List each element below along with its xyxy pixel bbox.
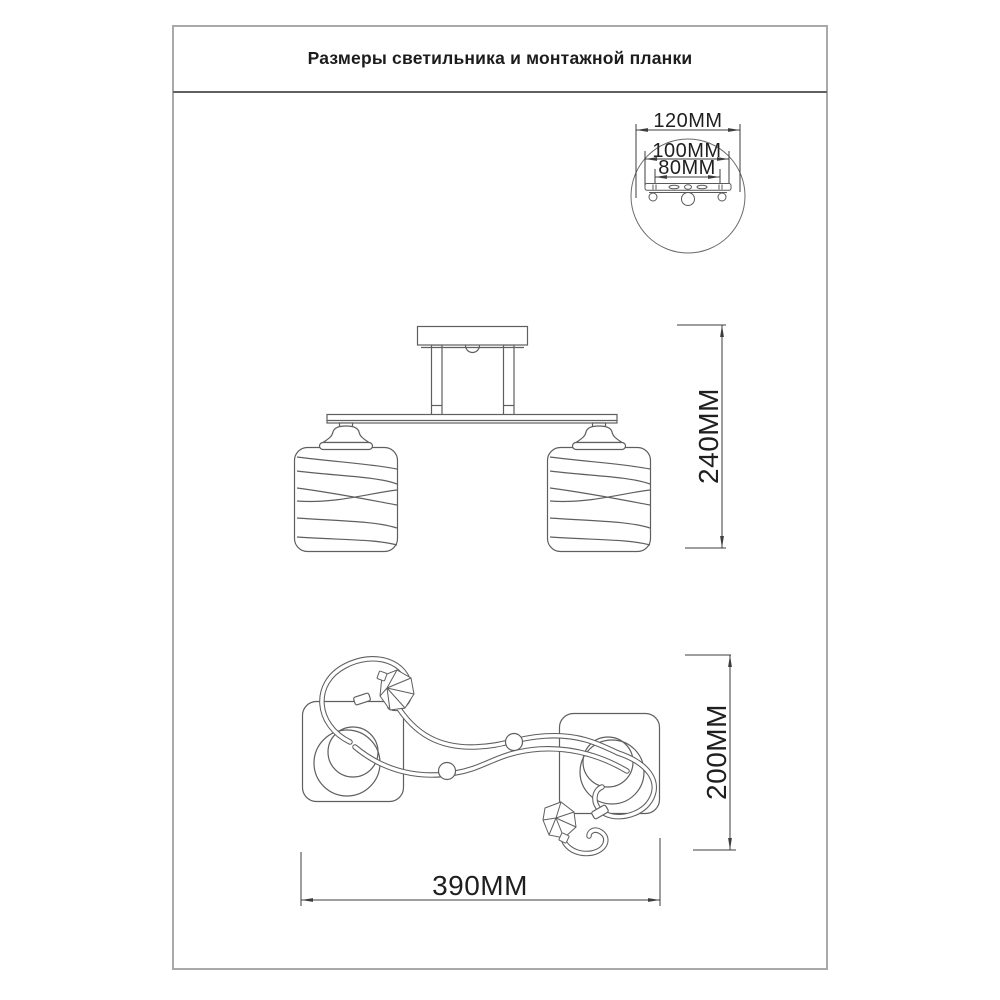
arm-connector-left bbox=[353, 693, 371, 706]
canopy-knob bbox=[466, 346, 480, 353]
arm-bead-right bbox=[506, 734, 523, 751]
shade-left-top bbox=[303, 702, 404, 802]
ceiling-canopy bbox=[418, 327, 528, 346]
crystal-lower bbox=[543, 802, 576, 843]
page-title: Размеры светильника и монтажной планки bbox=[307, 48, 693, 68]
dim-label-plate-outer: 120MM bbox=[653, 110, 723, 132]
arm-bead-left bbox=[439, 763, 456, 780]
scroll-arm bbox=[322, 659, 654, 854]
cross-bar bbox=[327, 415, 617, 424]
dim-label-plate-inner: 80MM bbox=[658, 157, 716, 179]
front-view bbox=[295, 327, 651, 552]
post-right bbox=[504, 345, 515, 415]
dim-label-fixture-height: 240MM bbox=[693, 388, 724, 484]
dim-label-plate-middle: 100MM bbox=[652, 140, 722, 162]
shade-right bbox=[548, 423, 651, 552]
post-left bbox=[432, 345, 443, 415]
dim-label-fixture-width: 390MM bbox=[432, 870, 528, 901]
top-view bbox=[303, 659, 660, 854]
mounting-plate bbox=[645, 184, 731, 206]
shade-left bbox=[295, 423, 398, 552]
dim-label-fixture-depth: 200MM bbox=[701, 704, 732, 800]
